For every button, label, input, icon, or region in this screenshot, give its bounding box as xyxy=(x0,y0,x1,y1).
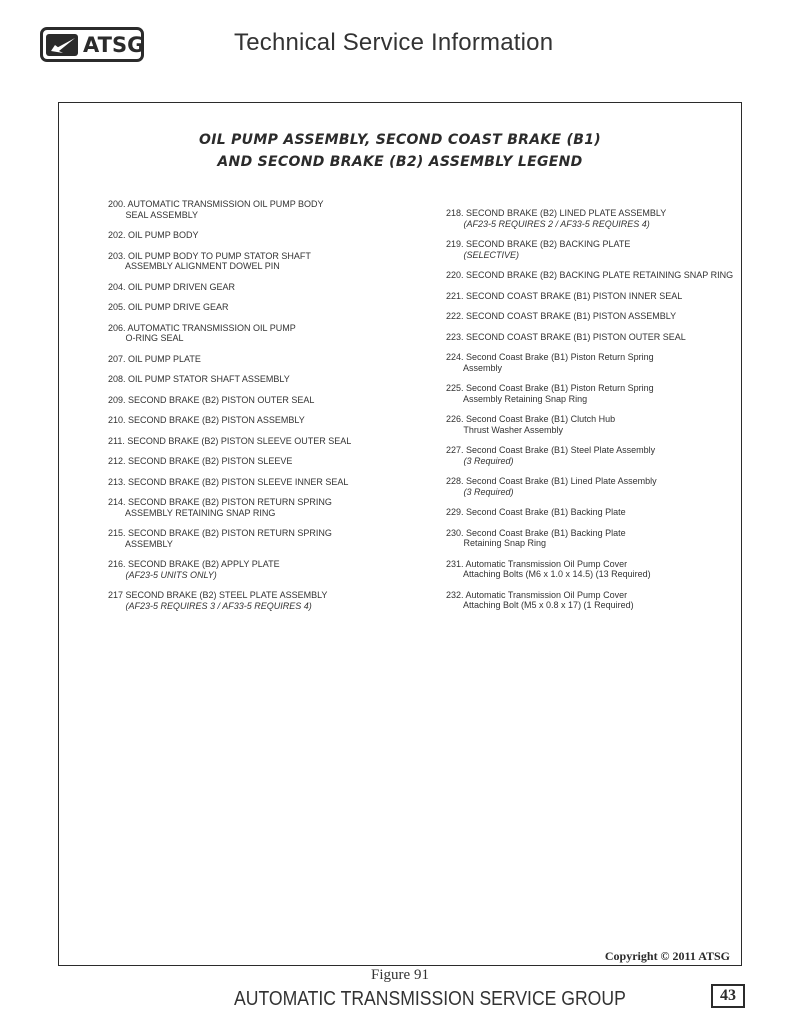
figure-caption: Figure 91 xyxy=(371,967,429,983)
legend-item xyxy=(108,302,408,313)
legend-item-text: 200. AUTOMATIC TRANSMISSION OIL PUMP BODY SEAL ASSEMBLY xyxy=(108,199,324,220)
legend-item-text: 203. OIL PUMP BODY TO PUMP STATOR SHAFT ASSEMBLY ALIGNMENT DOWEL PIN xyxy=(108,250,311,271)
legend-item xyxy=(108,354,408,365)
legend-item-note: (3 Required) xyxy=(446,455,514,466)
legend-title-line-2: AND SECOND BRAKE (B2) ASSEMBLY LEGEND xyxy=(217,154,583,170)
legend-item xyxy=(108,497,408,518)
legend-item xyxy=(446,291,746,302)
legend-title-line-1: OIL PUMP ASSEMBLY, SECOND COAST BRAKE (B1) xyxy=(199,132,601,148)
legend-item xyxy=(446,414,746,435)
legend-item-text: 213. SECOND BRAKE (B2) PISTON SLEEVE INNER SEAL xyxy=(108,476,349,487)
legend-item xyxy=(108,456,408,467)
legend-item xyxy=(108,477,408,488)
legend-item-text: 220. SECOND BRAKE (B2) BACKING PLATE RETAINING SNAP RING xyxy=(446,270,734,280)
legend-item-text: 222. SECOND COAST BRAKE (B1) PISTON ASSEMBLY xyxy=(446,311,677,321)
legend-item xyxy=(108,230,408,241)
legend-item-text: 224. Second Coast Brake (B1) Piston Return Spring Assembly xyxy=(446,352,654,373)
legend-item-text: 206. AUTOMATIC TRANSMISSION OIL PUMP O-RING SEAL xyxy=(108,322,296,343)
legend-item-text: 211. SECOND BRAKE (B2) PISTON SLEEVE OUTER SEAL xyxy=(108,435,352,446)
legend-item xyxy=(108,436,408,447)
legend-item xyxy=(446,590,746,611)
legend-item-text: 230. Second Coast Brake (B1) Backing Plate Retaining Snap Ring xyxy=(446,527,626,548)
legend-item-text: 204. OIL PUMP DRIVEN GEAR xyxy=(108,281,236,292)
legend-item-text: 208. OIL PUMP STATOR SHAFT ASSEMBLY xyxy=(108,374,290,384)
legend-item-text: 202. OIL PUMP BODY xyxy=(108,230,199,240)
legend-item-text: 207. OIL PUMP PLATE xyxy=(108,353,201,364)
legend-item xyxy=(108,323,408,344)
legend-list-left xyxy=(108,199,408,621)
legend-item-note: (AF23-5 UNITS ONLY) xyxy=(108,569,217,580)
legend-item xyxy=(446,352,746,373)
legend-item-text: 221. SECOND COAST BRAKE (B1) PISTON INNER SEAL xyxy=(446,290,683,301)
footer-organization: AUTOMATIC TRANSMISSION SERVICE GROUP xyxy=(234,988,626,1010)
legend-item xyxy=(108,199,408,220)
legend-item xyxy=(108,528,408,549)
legend-item xyxy=(446,507,746,518)
legend-item xyxy=(108,415,408,426)
legend-item xyxy=(108,590,408,611)
atsg-logo xyxy=(40,27,144,62)
legend-item xyxy=(446,311,746,322)
legend-item-text: 232. Automatic Transmission Oil Pump Cover Attaching Bolt (M5 x 0.8 x 17) (1 Required) xyxy=(446,589,634,610)
legend-item-note: (AF23-5 REQUIRES 2 / AF33-5 REQUIRES 4) xyxy=(446,218,650,229)
legend-item-text: 227. Second Coast Brake (B1) Steel Plate Assembly xyxy=(446,445,656,455)
page-number: 43 xyxy=(711,984,745,1008)
page-header-title: Technical Service Information xyxy=(234,29,554,56)
legend-item-text: 231. Automatic Transmission Oil Pump Cover Attaching Bolts (M6 x 1.0 x 14.5) (13 Required) xyxy=(446,558,651,579)
legend-item xyxy=(446,332,746,343)
legend-item-note: (AF23-5 REQUIRES 3 / AF33-5 REQUIRES 4) xyxy=(108,600,312,611)
legend-item xyxy=(446,270,746,281)
legend-item-note: (SELECTIVE) xyxy=(446,249,520,260)
legend-item-text: 216. SECOND BRAKE (B2) APPLY PLATE xyxy=(108,559,280,569)
legend-item xyxy=(446,383,746,404)
legend-item xyxy=(446,208,746,229)
legend-item xyxy=(108,374,408,385)
legend-item-text: 212. SECOND BRAKE (B2) PISTON SLEEVE xyxy=(108,456,293,466)
legend-item xyxy=(446,559,746,580)
logo-text: ATSG xyxy=(83,33,145,57)
legend-item-text: 228. Second Coast Brake (B1) Lined Plate Assembly xyxy=(446,476,657,486)
legend-item-text: 205. OIL PUMP DRIVE GEAR xyxy=(108,302,229,312)
plane-icon xyxy=(45,31,81,59)
legend-item-text: 215. SECOND BRAKE (B2) PISTON RETURN SPRING ASSEMBLY xyxy=(108,528,332,549)
legend-item-text: 217 SECOND BRAKE (B2) STEEL PLATE ASSEMBLY xyxy=(108,590,328,600)
legend-item-note: (3 Required) xyxy=(446,486,514,497)
legend-item xyxy=(108,251,408,272)
legend-item-text: 219. SECOND BRAKE (B2) BACKING PLATE xyxy=(446,239,631,249)
legend-item xyxy=(446,528,746,549)
legend-item-text: 226. Second Coast Brake (B1) Clutch Hub Thrust Washer Assembly xyxy=(446,414,616,435)
legend-item xyxy=(446,476,746,497)
legend-item-text: 210. SECOND BRAKE (B2) PISTON ASSEMBLY xyxy=(108,415,305,425)
legend-item-text: 229. Second Coast Brake (B1) Backing Plate xyxy=(446,507,626,517)
legend-item xyxy=(446,239,746,260)
copyright-notice: Copyright © 2011 ATSG xyxy=(604,949,730,963)
legend-item-text: 223. SECOND COAST BRAKE (B1) PISTON OUTER SEAL xyxy=(446,331,686,342)
legend-list-right xyxy=(446,208,746,621)
legend-item xyxy=(108,395,408,406)
legend-item xyxy=(108,559,408,580)
legend-item xyxy=(446,445,746,466)
legend-item xyxy=(108,282,408,293)
legend-item-text: 225. Second Coast Brake (B1) Piston Return Spring Assembly Retaining Snap Ring xyxy=(446,383,654,404)
legend-item-text: 209. SECOND BRAKE (B2) PISTON OUTER SEAL xyxy=(108,394,315,405)
legend-item-text: 214. SECOND BRAKE (B2) PISTON RETURN SPRING ASSEMBLY RETAINING SNAP RING xyxy=(108,497,332,518)
legend-item-text: 218. SECOND BRAKE (B2) LINED PLATE ASSEMBLY xyxy=(446,208,667,218)
